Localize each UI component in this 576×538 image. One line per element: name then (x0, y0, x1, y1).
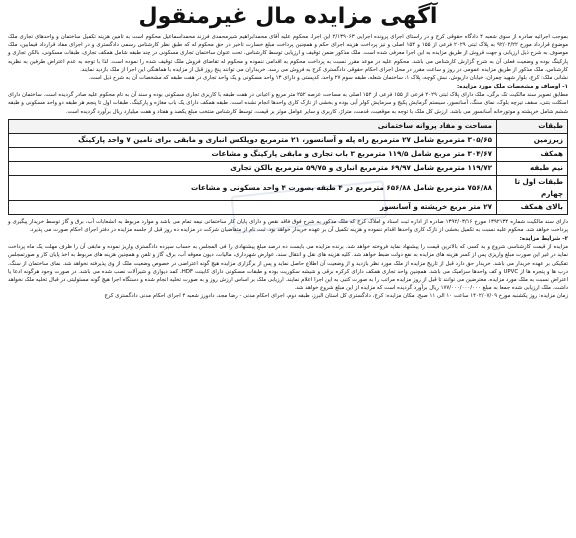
table-row (9, 133, 568, 147)
specs-heading: ۱- اوصاف و مشخصات ملک مورد مزایده: (457, 84, 568, 91)
table-row (9, 161, 568, 175)
table-row (9, 147, 568, 161)
row-floor: طبقات اول تا چهارم (497, 175, 568, 200)
table-row (9, 200, 568, 214)
header-floor: طبقات (497, 119, 568, 133)
page-title: آگهی مزایده مال غیرمنقول (138, 4, 438, 29)
table-header-row (9, 119, 568, 133)
location-paragraph: نشانی ملک: کرج، بلوار شهید چمران، خیابان داریوش، نبش کوچه، پلاک ۱، ساختمان شعله، طبقه سوم ۲۷ واحد، کدپستی و دارای ۱۳ واحد مسکونی و یک واحد تجاری در هفت طبقه که مشخصات آن به شرح ذیل است. (88, 75, 568, 82)
notes-heading: ۲- شرایط مزایده: (519, 236, 568, 243)
row-desc: ۳۰۴/۶۷ متر مربع شامل ۱۱۹/۵ مترمربع ۳ باب تجاری و مابقی پارکینگ و مشاعات (9, 147, 497, 161)
after-table-paragraph: دارای سند مالکیت شماره ۱۳۹۲۱۳۴ مورخ ۱۳۹۲/۰۳/۱۶ صادره از اداره ثبت اسناد و املاک کرج که ملک مذکور به شرح فوق فاقد نقص و دارای پایان کار ساختمانی نیمه تمام می باشد و موارد مربوط به انشعابات آب، برق و گاز توسط خریدار پیگیری و پرداخت خواهد شد. محکوم علیه نسبت به تکمیل بخشی از نازک کاری واحدها اقدام ننموده و هزینه تکمیل آن بر عهده خریدار خواهد بود. ثبت نام از متقاضیان شرکت در مزایده ده روز قبل از جلسه مزایده در دفتر اجرای احکام صورت می پذیرد. (8, 218, 568, 234)
floors-table (8, 119, 568, 215)
intro-paragraph: بموجب اجرائیه صادره از سوی شعبه ۴ دادگاه حقوقی کرج و در راستای اجرای پرونده اجرایی ۲/۱۳۹۰۶۳ این اجرا، محکوم علیه آقای محمدابراهیم شیرمحمدی فرزند محمداسماعیل محکوم است به تامین هزینه تکمیل ساختمان و واحدهای تجاری ملک موضوع قرارداد مورخ ۹۲/۰۲/۲۲ به پلاک ثبتی ۲۰۲۹ فرعی از ۱۵۵ و ۱۵۴ اصلی و نیز پرداخت هزینه اجرای حکم و همچنین پرداخت مبلغ خسارت تاخیر در حق محکوم له که طبق نظر کارشناس رسمی دادگستری و در اجرای مفاد قرارداد فیمابین، ملک موصوف به شرح ذیل ارزیابی و جهت فروش از طریق مزایده به این اجرا معرفی شده است. ملک مذکور ضمن توقیف و ارزیابی توسط کارشناس، تحت عنوان ساختمان تجاری مسکونی در چند طبقه شامل همکف تجاری، طبقات مسکونی، بالکن تجاری و پارکینگ بوده و وضعیت فعلی آن به شرح گزارش کارشناس می باشد. محکوم علیه در موعد مقرر نسبت به پرداخت محکوم به اقدامی ننموده و محکوم له تقاضای فروش ملک توقیف شده را نموده است. لذا با توجه به عدم اعتراض طرفین به نظریه کارشناس، ملک مذکور از طریق مزایده عمومی در روز و ساعت مقرر در محل اجرای احکام حقوقی دادگستری کرج به فروش می رسد. خریداران می توانند پنج روز قبل از مزایده با هماهنگی این اجرا از ملک بازدید نمایند. (8, 34, 569, 73)
header-desc: مساحت و مفاد پروانه ساختمانی (9, 119, 497, 133)
notes-paragraph: مزایده از قیمت کارشناسی شروع و به کسی که بالاترین قیمت را پیشنهاد نماید فروخته خواهد شد. برنده مزایده می بایست ده درصد مبلغ پیشنهادی را فی المجلس به حساب سپرده دادگستری واریز نموده و مابقی آن را ظرف مهلت یک ماه پرداخت نماید در غیر این صورت مبلغ واریزی پس از کسر هزینه های مزایده به نفع دولت ضبط خواهد شد. کلیه هزینه های نقل و انتقال سند، عوارض شهرداری، مالیات، دیون معوقه آب، برق، گاز و تلفن و همچنین هزینه های مربوط به اخذ پایان کار و صورتمجلس تفکیکی بر عهده خریدار می باشد. خریدار حق دارد قبل از تاریخ مزایده از ملک مورد نظر بازدید و از وضعیت آن اطلاع حاصل نماید و پس از برگزاری مزایده هیچ گونه اعتراضی در خصوص وضعیت ملک از وی پذیرفته نخواهد شد. نمای ساختمان از سنگ، درب ها و پنجره ها از UPVC و کف واحدها سرامیک می باشد. همچنین واحد تجاری همکف دارای کرکره برقی و شیشه سکوریت بوده و طبقات مسکونی دارای کابینت HDF، کمد دیواری و شیرآلات نصب شده می باشد. در صورت وجود هرگونه ادعا یا اعتراض نسبت به ملک مورد مزایده، معترضین می توانند تا قبل از روز مزایده مراتب را به صورت کتبی به این اجرا اعلام نمایند. ارزیابی ملک بر اساس ارزش روز و به صورت تخلیه انجام شده و دستگاه اجرا هیچ گونه مسئولیتی در قبال تخلیه ملک نخواهد داشت. ملک ارزیابی شده جمعا به مبلغ ۱۷۷/۰۰۰/۰۰۰/۰۰۰ ریال برآورد گردیده است که مزایده از این مبلغ شروع خواهد شد. (8, 244, 568, 292)
specs-paragraph: مطابق تصویر سند مالکیت تک برگی، ملک دارای پلاک ثبتی ۲۰۲۹ فرعی از ۱۵۵ فرعی از ۱۵۴ اصلی به مساحت عرصه ۲۵۲ متر مربع و اعیانی در هفت طبقه با کاربری تجاری مسکونی بوده و سند آن به نام محکوم علیه صادر گردیده است. ساختمان دارای اسکلت بتنی، سقف تیرچه بلوک، نمای سنگ، آسانسور، سیستم گرمایش پکیج و سرمایش کولر آبی بوده و بخشی از نازک کاری واحدها انجام نشده است. طبقه همکف دارای یک باب مغازه و پارکینگ، طبقات اول تا پنجم هر طبقه دو واحد مسکونی و طبقه ششم شامل خرپشته و موتورخانه آسانسور می باشد. ارزش کل ملک با توجه به موقعیت، قدمت، متراژ، کاربری و سایر عوامل موثر بر قیمت، توسط کارشناس منتخب مبلغ یکصد و هفتاد و هفت میلیارد ریال برآورد گردیده است. (8, 92, 568, 115)
row-desc: ۷۵۶/۸۸ مترمربع شامل ۶۵۶/۸۸ مترمربع در ۴ طبقه بصورت ۴ واحد مسکونی و مشاعات (9, 175, 497, 200)
footer-paragraph: زمان مزایده: روز یکشنبه مورخ ۱۴۰۲/۰۷/۰۹ ساعت ۱۰ الی ۱۱ صبح. مکان مزایده: کرج، دادگستری کل استان البرز، طبقه دوم، اجرای احکام مدنی - رضا مجد، دادورز شعبه ۴ اجرای احکام مدنی دادگستری کرج (104, 293, 568, 300)
row-floor: زیرزمین (497, 133, 568, 147)
row-desc: ۱۱۹/۷۲ مترمربع شامل ۶۹/۹۷ مترمربع انباری و ۵۹/۷۵ مترمربع بالکن تجاری (9, 161, 497, 175)
row-desc: ۳۰۵/۶۵ مترمربع شامل ۲۷ مترمربع راه پله و آسانسور، ۲۱ مترمربع دوپلکس انباری و مابقی برای تامین ۷ واحد پارکینگ (9, 133, 497, 147)
row-floor: بالای همکف (497, 200, 568, 214)
row-desc: ۲۷ متر مربع خرپشته و آسانسور (9, 200, 497, 214)
table-row (9, 175, 568, 200)
row-floor: همکف (497, 147, 568, 161)
row-floor: نیم طبقه (497, 161, 568, 175)
